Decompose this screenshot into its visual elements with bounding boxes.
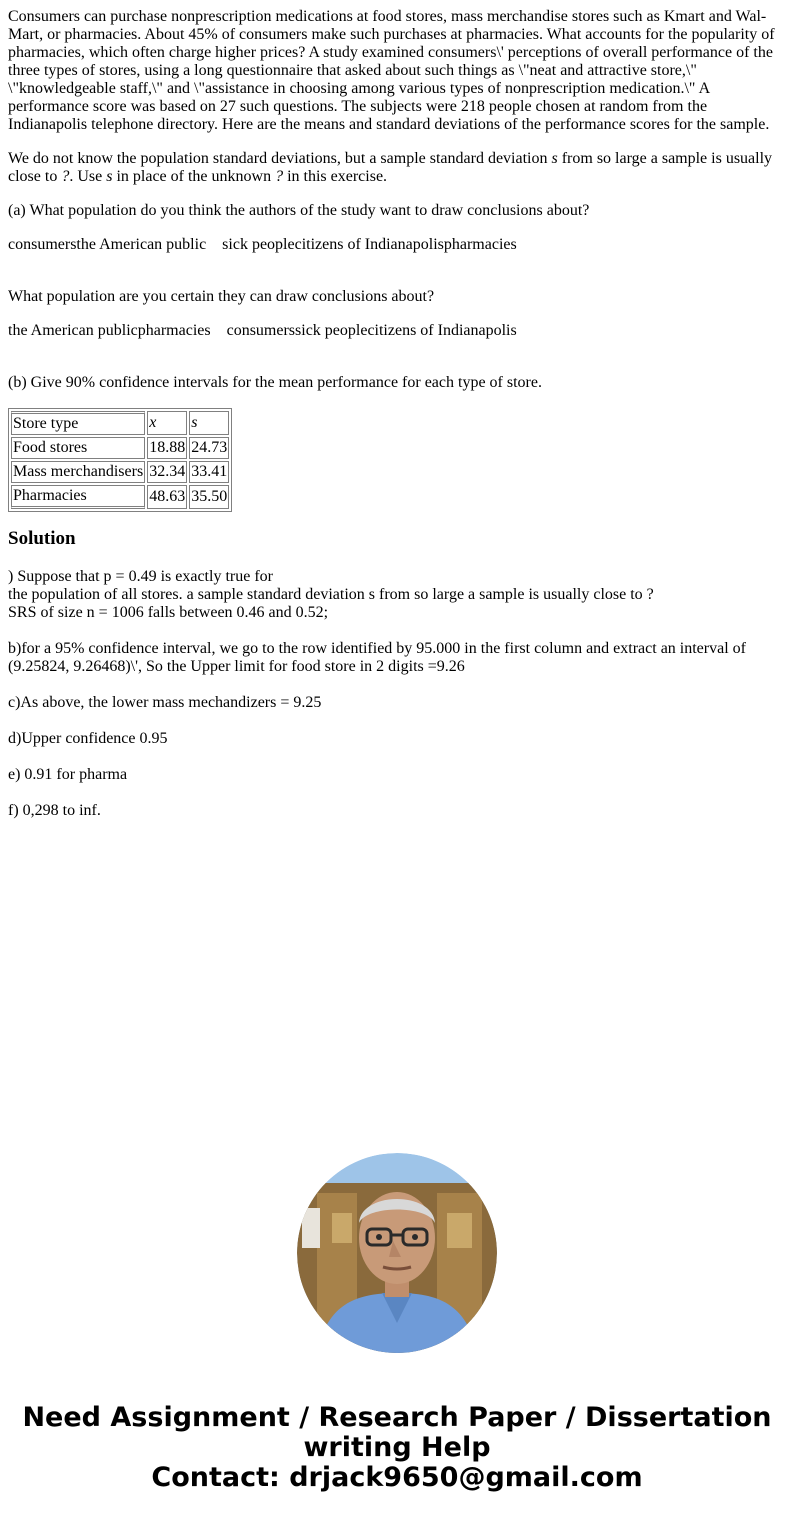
table-row <box>11 461 229 483</box>
note-part-3: . Use <box>69 168 107 185</box>
solution-part-a <box>8 568 786 622</box>
header-store-type: Store type <box>11 411 145 435</box>
solution-part-b: b)for a 95% confidence interval, we go to the row identified by 95.000 in the first column and extract an interval of (9.25824, 9.26468)\', So the Upper limit for food store in 2 digits =9.26 <box>8 640 746 675</box>
note-part-4: in place of the unknown <box>112 168 276 185</box>
solution-line-3: SRS of size n = 1006 falls between 0.46 and 0.52; <box>8 604 329 621</box>
cell-sd: 35.50 <box>189 485 229 509</box>
note-part-2: from so large a sample is usually close to <box>8 150 773 185</box>
note-part-5: in this exercise. <box>283 168 388 185</box>
cell-mean: 32.34 <box>147 461 187 483</box>
table-row <box>11 437 229 459</box>
solution-line-2: the population of all stores. a sample standard deviation s from so large a sample is usually close to ? <box>8 586 654 603</box>
banner-line-2: writing Help <box>303 1432 491 1463</box>
author-portrait-image <box>297 1153 497 1353</box>
solution-line-1: ) Suppose that p = 0.49 is exactly true for <box>8 568 273 585</box>
table-header-row <box>11 411 229 435</box>
header-mean: x <box>147 411 187 435</box>
note-part-1: We do not know the population standard deviations, but a sample standard deviation <box>8 150 552 167</box>
part-a-question: (a) What population do you think the authors of the study want to draw conclusions about? <box>8 202 590 219</box>
cell-sd: 33.41 <box>189 461 229 483</box>
part-a-options[interactable]: consumersthe American public sick peoplecitizens of Indianapolispharmacies <box>8 236 517 253</box>
part-a2-question: What population are you certain they can draw conclusions about? <box>8 288 435 305</box>
note-symbol-s2: s <box>106 168 113 185</box>
cell-store: Mass merchandisers <box>11 461 145 483</box>
solution-part-c: c)As above, the lower mass mechandizers = 9.25 <box>8 694 322 711</box>
solution-body <box>8 568 786 820</box>
banner-line-1: Need Assignment / Research Paper / Dissertation <box>22 1402 772 1433</box>
cell-mean: 48.63 <box>147 485 187 509</box>
contact-banner <box>0 1403 794 1493</box>
part-a2-options[interactable]: the American publicpharmacies consumerssick peoplecitizens of Indianapolis <box>8 322 517 339</box>
cell-mean: 18.88 <box>147 437 187 459</box>
table-row <box>11 485 229 509</box>
cell-sd: 24.73 <box>189 437 229 459</box>
question-note <box>8 150 786 186</box>
banner-contact-email[interactable]: Contact: drjack9650@gmail.com <box>151 1462 643 1493</box>
solution-part-e: e) 0.91 for pharma <box>8 766 128 783</box>
header-sd: s <box>189 411 229 435</box>
cell-store: Food stores <box>11 437 145 459</box>
note-symbol-sigma2: ? <box>275 168 284 185</box>
store-stats-table <box>8 408 232 512</box>
solution-part-f: f) 0,298 to inf. <box>8 802 101 819</box>
question-intro: Consumers can purchase nonprescription medications at food stores, mass merchandise stores such as Kmart and Wal-Mart, or pharmacies. About 45% of consumers make such purchases at pharmacies. What accounts for the popularity of pharmacies, which often charge higher prices? A study examined consumers\' perceptions of overall performance of the three types of stores, using a long questionnaire that asked about such things as \"neat and attractive store,\" \"knowledgeable staff,\" and \"assistance in choosing among various types of nonprescription medication.\" A performance score was based on 27 such questions. The subjects were 218 people chosen at random from the Indianapolis telephone directory. Here are the means and standard deviations of the performance scores for the sample. <box>8 8 775 133</box>
question-content <box>8 8 786 838</box>
author-avatar <box>297 1153 497 1353</box>
solution-heading: Solution <box>8 528 76 549</box>
note-symbol-sigma: ? <box>61 168 70 185</box>
cell-store: Pharmacies <box>11 485 145 509</box>
solution-part-d: d)Upper confidence 0.95 <box>8 730 168 747</box>
note-symbol-s: s <box>551 150 558 167</box>
part-b-question: (b) Give 90% confidence intervals for the mean performance for each type of store. <box>8 374 542 391</box>
